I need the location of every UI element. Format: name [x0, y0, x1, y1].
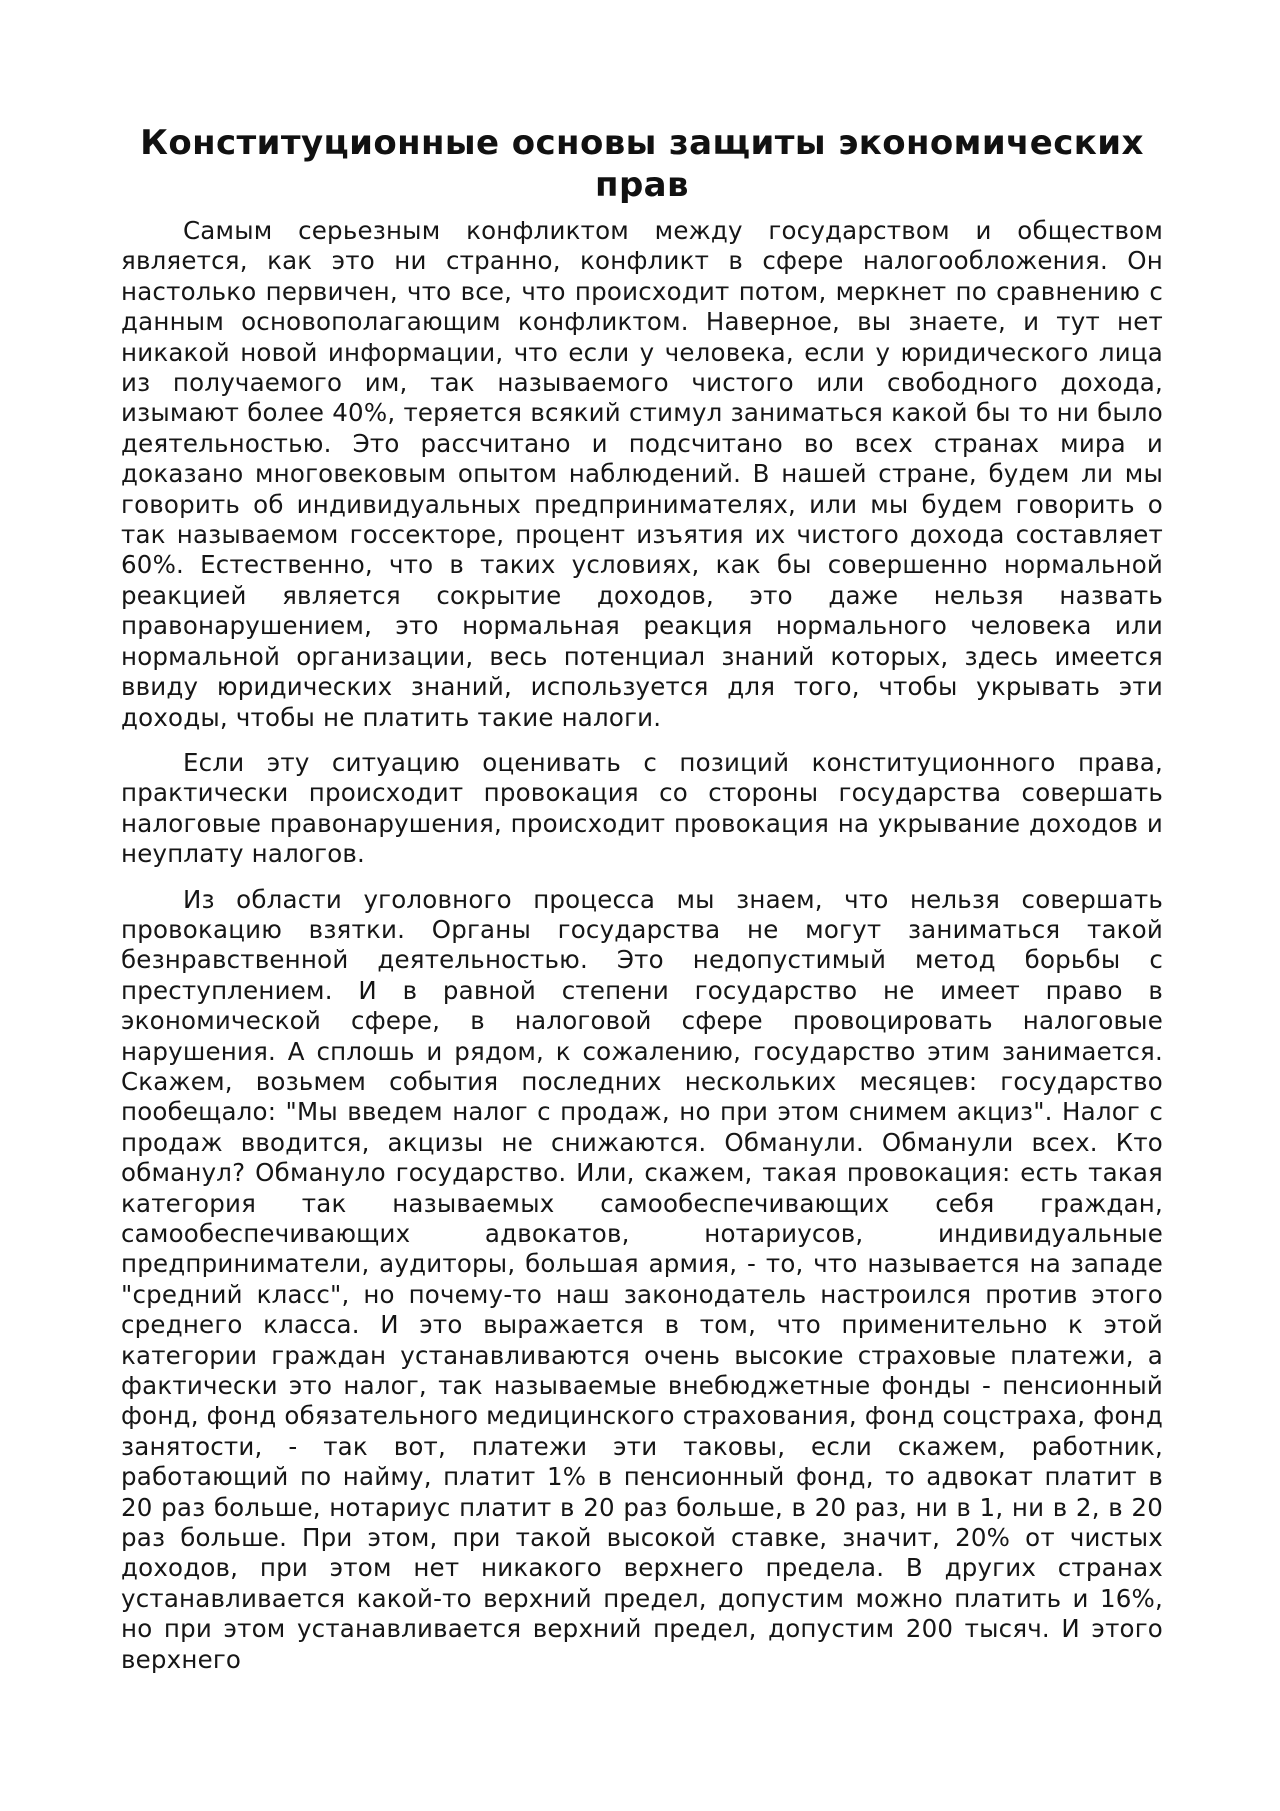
paragraph-2: Если эту ситуацию оценивать с позиций конституционного права, практически происходит провокация со стороны государства совершать налоговые правонарушения, происходит провокация на укрывание доходов и неуплату налогов. [121, 747, 1163, 869]
paragraph-1: Самым серьезным конфликтом между государством и обществом является, как это ни странно, конфликт в сфере налогообложения. Он настолько первичен, что все, что происходит потом, меркнет по сравнению с данным основополагающим конфликтом. Наверное, вы знаете, и тут нет никакой новой информации, что если у человека, если у юридического лица из получаемого им, так называемого чистого или свободного дохода, изымают более 40%, теряется всякий стимул заниматься какой бы то ни было деятельностью. Это рассчитано и подсчитано во всех странах мира и доказано многовековым опытом наблюдений. В нашей стране, будем ли мы говорить об индивидуальных предпринимателях, или мы будем говорить о так называемом госсекторе, процент изъятия их чистого дохода составляет 60%. Естественно, что в таких условиях, как бы совершенно нормальной реакцией является сокрытие доходов, это даже нельзя назвать правонарушением, это нормальная реакция нормального человека или нормальной организации, весь потенциал знаний которых, здесь имеется ввиду юридических знаний, используется для того, чтобы укрывать эти доходы, чтобы не платить такие налоги. [121, 216, 1163, 732]
paragraph-3: Из области уголовного процесса мы знаем, что нельзя совершать провокацию взятки. Органы государства не могут заниматься такой безнравственной деятельностью. Это недопустимый метод борьбы с преступлением. И в равной степени государство не имеет право в экономической сфере, в налоговой сфере провоцировать налоговые нарушения. А сплошь и рядом, к сожалению, государство этим занимается. Скажем, возьмем события последних нескольких месяцев: государство пообещало: "Мы введем налог с продаж, но при этом снимем акциз". Налог с продаж вводится, акцизы не снижаются. Обманули. Обманули всех. Кто обманул? Обмануло государство. Или, скажем, такая провокация: есть такая категория так называемых самообеспечивающих себя граждан, самообеспечивающих адвокатов, нотариусов, индивидуальные предприниматели, аудиторы, большая армия, - то, что называется на западе "средний класс", но почему-то наш законодатель настроился против этого среднего класса. И это выражается в том, что применительно к этой категории граждан устанавливаются очень высокие страховые платежи, а фактически это налог, так называемые внебюджетные фонды - пенсионный фонд, фонд обязательного медицинского страхования, фонд соцстраха, фонд занятости, - так вот, платежи эти таковы, если скажем, работник, работающий по найму, платит 1% в пенсионный фонд, то адвокат платит в 20 раз больше, нотариус платит в 20 раз больше, в 20 раз, ни в 1, ни в 2, в 20 раз больше. При этом, при такой высокой ставке, значит, 20% от чистых доходов, при этом нет никакого верхнего предела. В других странах устанавливается какой-то верхний предел, допустим можно платить и 16%, но при этом устанавливается верхний предел, допустим 200 тысяч. И этого верхнего [121, 884, 1163, 1674]
document-content [121, 122, 1163, 1690]
document-title: Конституционные основы защиты экономических прав [140, 123, 1144, 205]
